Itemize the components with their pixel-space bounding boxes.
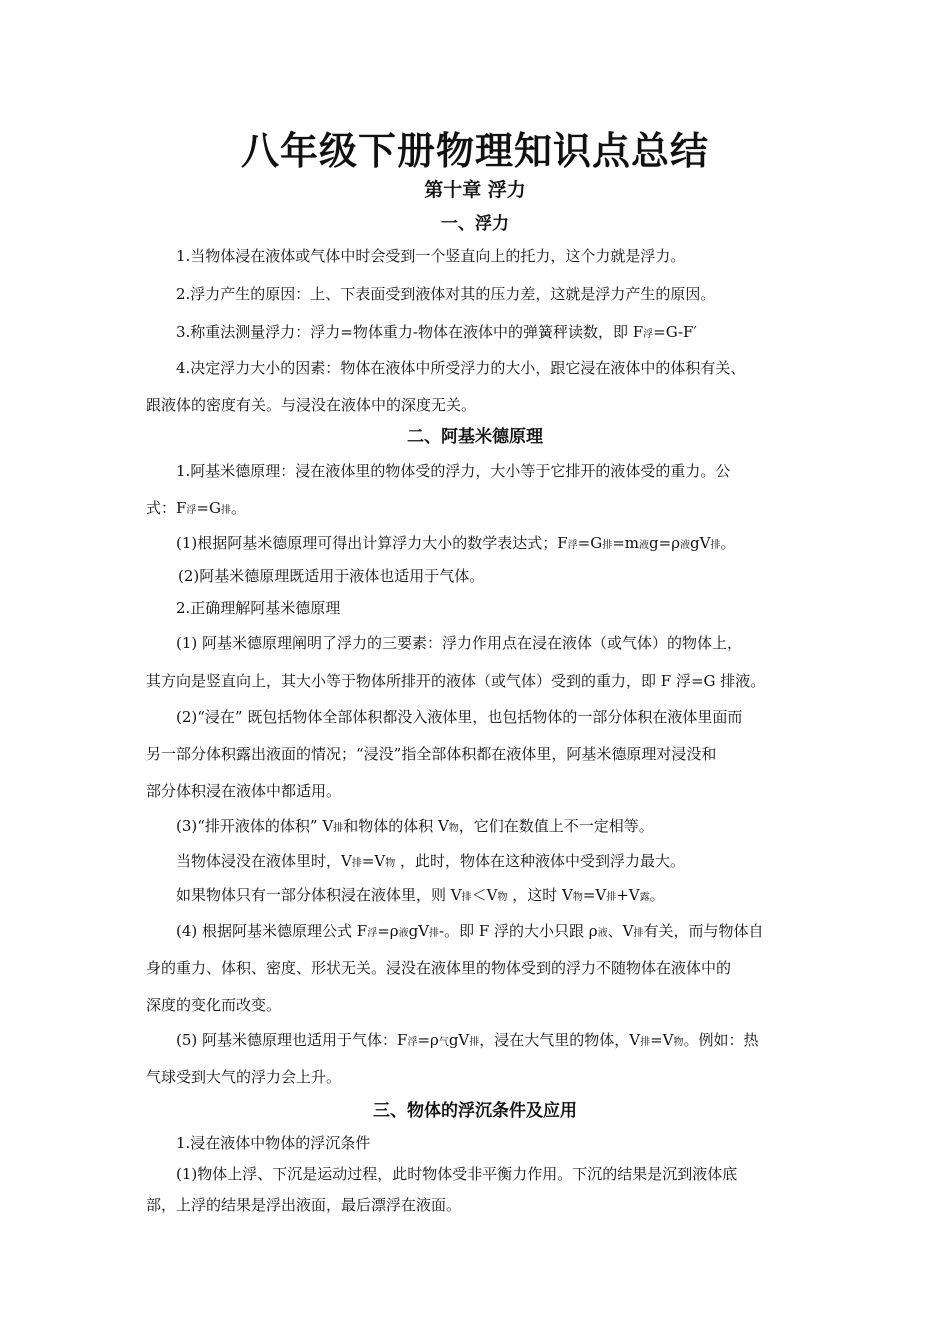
subscript: 排 [333, 823, 344, 834]
paragraph [176, 532, 735, 557]
text-run: 。 [720, 534, 736, 552]
text-run: 、V [607, 922, 634, 940]
subscript: 排 [461, 892, 472, 903]
paragraph [146, 497, 246, 522]
paragraph: 2.浮力产生的原因：上、下表面受到液体对其的压力差，这就是浮力产生的原因。 [176, 285, 716, 303]
subscript: 浮 [407, 1037, 418, 1048]
text-run: gV [690, 534, 711, 552]
text-run: 3.称重法测量浮力：浮力=物体重力-物体在液体中的弹簧秤读数，即 F [176, 323, 644, 341]
text-run: gV [448, 1031, 470, 1049]
paragraph: 其方向是竖直向上，其大小等于物体所排开的液体（或气体）受到的重力，即 F 浮=G 排液。 [146, 672, 766, 690]
text-run: g=ρ [649, 534, 681, 552]
paragraph [176, 815, 654, 840]
subscript: 液 [597, 928, 608, 939]
paragraph: 1.浸在液体中物体的浮沉条件 [176, 1134, 371, 1152]
chapter-heading: 第十章 浮力 [424, 179, 526, 201]
text-run: 。 [649, 886, 665, 904]
paragraph: 跟液体的密度有关。与浸没在液体中的深度无关。 [146, 396, 477, 414]
text-run: +V [616, 886, 640, 904]
subscript: 浮 [186, 505, 197, 516]
subscript: 气 [438, 1037, 449, 1048]
subscript: 排 [220, 505, 231, 516]
paragraph: (2)阿基米德原理既适用于液体也适用于气体。 [178, 567, 485, 585]
paragraph: 1.阿基米德原理：浸在液体里的物体受的浮力，大小等于它排开的液体受的重力。公 [176, 462, 731, 480]
text-run: =V [582, 886, 607, 904]
text-run: (4) 根据阿基米德原理公式 F [176, 922, 368, 940]
text-run: 。 [230, 499, 246, 517]
paragraph: 部，上浮的结果是浮出液面，最后漂浮在液面。 [146, 1196, 462, 1214]
subscript: 排 [640, 1037, 651, 1048]
document-title: 八年级下册物理知识点总结 [240, 128, 709, 173]
paragraph [176, 1029, 759, 1054]
text-run: 和物体的体积 V [343, 817, 449, 835]
subscript: 排 [351, 858, 362, 869]
text-run: =m [612, 534, 640, 552]
paragraph: (2)“浸在” 既包括物体全部体积都没入液体里，也包括物体的一部分体积在液体里面而 [176, 708, 743, 726]
text-run: ＜V [471, 886, 498, 904]
paragraph: (1)物体上浮、下沉是运动过程，此时物体受非平衡力作用。下沉的结果是沉到液体底 [176, 1165, 738, 1183]
text-run: gV [408, 922, 430, 940]
text-run: -。即 F 浮的大小只跟 ρ [439, 922, 598, 940]
subscript: 排 [606, 892, 617, 903]
paragraph: (1) 阿基米德原理阐明了浮力的三要素：浮力作用点在浸在液体（或气体）的物体上， [176, 634, 743, 652]
text-run: =ρ [377, 922, 399, 940]
paragraph: 2.正确理解阿基米德原理 [176, 599, 341, 617]
paragraph: 气球受到大气的浮力会上升。 [146, 1068, 342, 1086]
section-heading-float-sink: 三、物体的浮沉条件及应用 [373, 1101, 577, 1121]
subscript: 排 [710, 540, 721, 551]
subscript: 浮 [367, 928, 378, 939]
text-run: =V [361, 852, 386, 870]
paragraph [176, 850, 685, 875]
section-heading-buoyancy: 一、浮力 [441, 214, 509, 234]
paragraph: 深度的变化而改变。 [146, 996, 282, 1014]
paragraph: 部分体积浸在液体中都适用。 [146, 782, 342, 800]
text-run: ，这时 V [507, 886, 573, 904]
paragraph [176, 321, 697, 346]
subscript: 物 [497, 892, 508, 903]
subscript: 浮 [643, 329, 654, 340]
paragraph: 另一部分体积露出液面的情况；“浸没”指全部体积都在液体里，阿基米德原理对浸没和 [146, 745, 717, 763]
subscript: 排 [602, 540, 613, 551]
subscript: 排 [469, 1037, 480, 1048]
paragraph: 4.决定浮力大小的因素：物体在液体中所受浮力的大小，跟它浸在液体中的体积有关、 [176, 359, 746, 377]
text-run: 。例如：热 [683, 1031, 759, 1049]
text-run: 式：F [146, 499, 187, 517]
subscript: 露 [639, 892, 650, 903]
text-run: =ρ [417, 1031, 439, 1049]
text-run: =V [650, 1031, 674, 1049]
section-heading-archimedes: 二、阿基米德原理 [407, 427, 543, 447]
subscript: 物 [572, 892, 583, 903]
paragraph: 身的重力、体积、密度、形状无关。浸没在液体里的物体受到的浮力不随物体在液体中的 [146, 959, 732, 977]
subscript: 物 [673, 1037, 684, 1048]
subscript: 物 [385, 858, 396, 869]
paragraph: 1.当物体浸在液体或气体中时会受到一个竖直向上的托力，这个力就是浮力。 [176, 247, 686, 265]
text-run: =G [577, 534, 603, 552]
text-run: (1)根据阿基米德原理可得出计算浮力大小的数学表达式；F [176, 534, 568, 552]
subscript: 物 [448, 823, 459, 834]
text-run: ，此时，物体在这种液体中受到浮力最大。 [395, 852, 686, 870]
subscript: 液 [639, 540, 650, 551]
subscript: 浮 [567, 540, 578, 551]
text-run: =G-F′ [653, 323, 697, 341]
text-run: ，它们在数值上不一定相等。 [458, 817, 654, 835]
paragraph [176, 884, 665, 909]
subscript: 液 [680, 540, 691, 551]
text-run: =G [196, 499, 221, 517]
text-run: 如果物体只有一部分体积浸在液体里，则 V [176, 886, 462, 904]
text-run: (5) 阿基米德原理也适用于气体：F [176, 1031, 408, 1049]
text-run: (3)“排开液体的体积” V [176, 817, 334, 835]
subscript: 排 [429, 928, 440, 939]
subscript: 排 [633, 928, 644, 939]
text-run: 有关，而与物体自 [643, 922, 764, 940]
paragraph [176, 920, 764, 945]
text-run: 当物体浸没在液体里时，V [176, 852, 352, 870]
subscript: 液 [398, 928, 409, 939]
text-run: ，浸在大气里的物体，V [479, 1031, 641, 1049]
